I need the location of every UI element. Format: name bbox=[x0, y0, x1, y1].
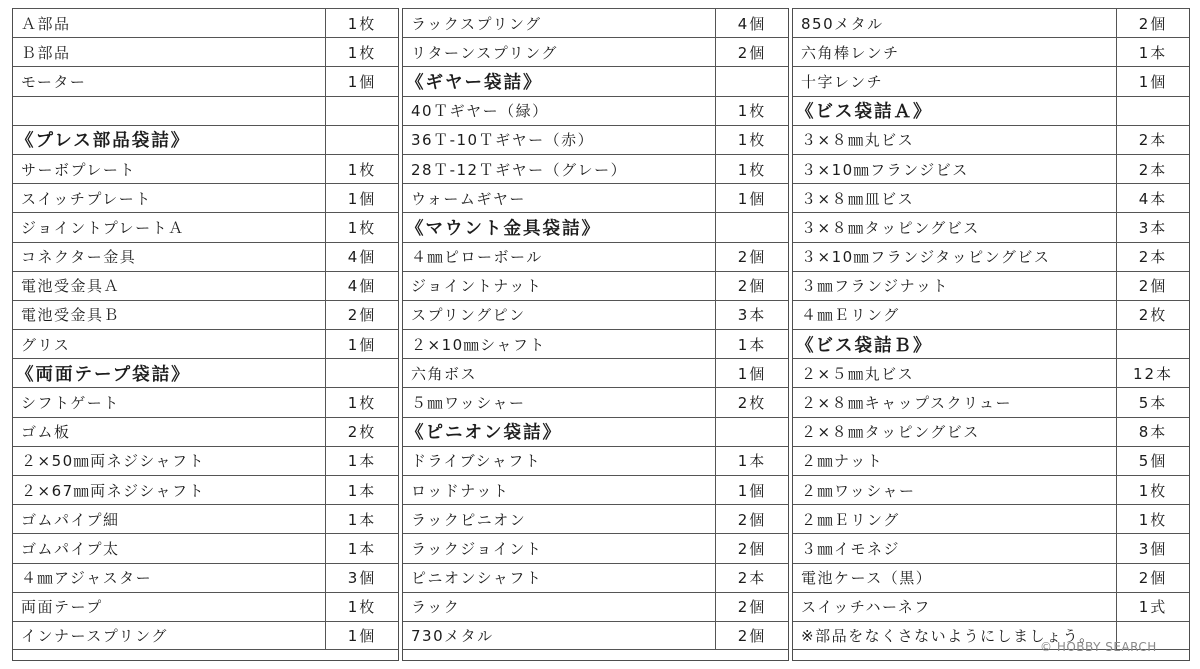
part-quantity: 1本 bbox=[737, 335, 767, 354]
part-quantity: 1個 bbox=[737, 364, 767, 383]
part-row bbox=[13, 212, 398, 241]
part-name: 36Ｔ-10Ｔギヤー（赤） bbox=[403, 126, 716, 154]
part-quantity: 2個 bbox=[1138, 277, 1168, 296]
section-title: 《ギヤー袋詰》 bbox=[403, 67, 716, 95]
section-header-row bbox=[403, 212, 788, 241]
part-name: Ａ部品 bbox=[13, 9, 326, 37]
part-name: ２㎜ナット bbox=[793, 447, 1117, 475]
part-row bbox=[13, 300, 398, 329]
part-quantity: 1本 bbox=[347, 481, 377, 500]
part-row bbox=[13, 387, 398, 416]
part-name: 電池受金具Ａ bbox=[13, 272, 326, 300]
part-row bbox=[403, 154, 788, 183]
part-name: ３×８㎜タッピングビス bbox=[793, 213, 1117, 241]
section-header-row bbox=[13, 125, 398, 154]
part-row bbox=[793, 125, 1189, 154]
part-name: ２×50㎜両ネジシャフト bbox=[13, 447, 326, 475]
part-row bbox=[13, 37, 398, 66]
part-quantity: 2個 bbox=[737, 43, 767, 62]
part-quantity: 2枚 bbox=[737, 394, 767, 413]
part-name: ロッドナット bbox=[403, 476, 716, 504]
part-name: ゴムパイプ太 bbox=[13, 534, 326, 562]
part-name: ドライブシャフト bbox=[403, 447, 716, 475]
parts-list-sheet bbox=[12, 8, 1190, 662]
part-name: ラックピニオン bbox=[403, 505, 716, 533]
part-name: 730メタル bbox=[403, 622, 716, 649]
section-header-row bbox=[13, 358, 398, 387]
part-name: ３×８㎜皿ビス bbox=[793, 184, 1117, 212]
part-name: スプリングピン bbox=[403, 301, 716, 329]
part-name: ラックジョイント bbox=[403, 534, 716, 562]
part-row bbox=[13, 621, 398, 650]
part-row bbox=[793, 37, 1189, 66]
part-name: ３×８㎜丸ビス bbox=[793, 126, 1117, 154]
part-quantity: 3個 bbox=[347, 569, 377, 588]
part-quantity bbox=[326, 359, 398, 387]
part-row bbox=[793, 446, 1189, 475]
part-name: ２×10㎜シャフト bbox=[403, 330, 716, 358]
part-quantity: 1枚 bbox=[347, 394, 377, 413]
part-quantity bbox=[326, 97, 398, 125]
part-quantity: 1枚 bbox=[347, 43, 377, 62]
section-title: 《プレス部品袋詰》 bbox=[13, 126, 326, 154]
part-quantity: 1個 bbox=[347, 335, 377, 354]
part-row bbox=[403, 475, 788, 504]
part-row bbox=[403, 183, 788, 212]
part-row bbox=[793, 8, 1189, 37]
part-quantity: 2本 bbox=[1138, 131, 1168, 150]
part-name: ゴム板 bbox=[13, 418, 326, 446]
part-row bbox=[793, 563, 1189, 592]
part-row bbox=[793, 475, 1189, 504]
part-row bbox=[13, 242, 398, 271]
part-name: ジョイントナット bbox=[403, 272, 716, 300]
section-title: 《ピニオン袋詰》 bbox=[403, 418, 716, 446]
part-quantity: 1枚 bbox=[347, 160, 377, 179]
part-name: ゴムパイプ細 bbox=[13, 505, 326, 533]
part-name: ウォームギヤー bbox=[403, 184, 716, 212]
part-quantity: 1枚 bbox=[737, 131, 767, 150]
part-row bbox=[793, 242, 1189, 271]
part-row bbox=[13, 66, 398, 95]
part-name: インナースプリング bbox=[13, 622, 326, 649]
part-row bbox=[403, 358, 788, 387]
part-quantity bbox=[326, 126, 398, 154]
part-quantity bbox=[1117, 97, 1189, 125]
section-title: 《マウント金具袋詰》 bbox=[403, 213, 716, 241]
part-quantity: 1本 bbox=[347, 510, 377, 529]
part-quantity: 2個 bbox=[347, 306, 377, 325]
part-name: ラックスプリング bbox=[403, 9, 716, 37]
part-row bbox=[793, 300, 1189, 329]
part-name: ２㎜Ｅリング bbox=[793, 505, 1117, 533]
part-quantity: 5本 bbox=[1138, 394, 1168, 413]
part-quantity: 4個 bbox=[347, 277, 377, 296]
part-row bbox=[403, 504, 788, 533]
part-quantity: 3本 bbox=[1138, 218, 1168, 237]
part-quantity: 2個 bbox=[1138, 14, 1168, 33]
part-row bbox=[13, 475, 398, 504]
part-quantity: 1個 bbox=[737, 481, 767, 500]
part-quantity: 3本 bbox=[737, 306, 767, 325]
part-row bbox=[793, 387, 1189, 416]
part-quantity: 1式 bbox=[1138, 598, 1168, 617]
part-quantity: 1個 bbox=[737, 189, 767, 208]
part-quantity: 8本 bbox=[1138, 423, 1168, 442]
section-header-row bbox=[793, 329, 1189, 358]
part-name: Ｂ部品 bbox=[13, 38, 326, 66]
part-quantity: 2本 bbox=[737, 569, 767, 588]
part-quantity: 1枚 bbox=[347, 598, 377, 617]
part-row bbox=[793, 417, 1189, 446]
part-name bbox=[13, 97, 326, 125]
part-name: ４㎜ピローボール bbox=[403, 243, 716, 271]
part-row bbox=[793, 154, 1189, 183]
part-quantity: 3個 bbox=[1138, 539, 1168, 558]
part-quantity bbox=[716, 213, 788, 241]
part-name: シフトゲート bbox=[13, 388, 326, 416]
part-quantity: 1枚 bbox=[347, 218, 377, 237]
part-name: モーター bbox=[13, 67, 326, 95]
section-title: 《ビス袋詰Ｂ》 bbox=[793, 330, 1117, 358]
part-row bbox=[403, 96, 788, 125]
part-name: スイッチプレート bbox=[13, 184, 326, 212]
part-row bbox=[793, 533, 1189, 562]
part-name: ※部品をなくさないようにしましょう。 bbox=[793, 622, 1117, 649]
part-name: 六角棒レンチ bbox=[793, 38, 1117, 66]
part-quantity: 2個 bbox=[737, 627, 767, 646]
part-row bbox=[403, 271, 788, 300]
part-quantity: 1本 bbox=[1138, 43, 1168, 62]
part-name: リターンスプリング bbox=[403, 38, 716, 66]
part-row bbox=[13, 504, 398, 533]
part-name: スイッチハーネフ bbox=[793, 593, 1117, 621]
part-quantity bbox=[716, 67, 788, 95]
part-quantity: 12本 bbox=[1132, 364, 1174, 383]
part-row bbox=[403, 533, 788, 562]
part-row bbox=[13, 563, 398, 592]
part-row bbox=[793, 271, 1189, 300]
part-row bbox=[403, 563, 788, 592]
part-quantity: 1個 bbox=[347, 189, 377, 208]
section-title: 《両面テープ袋詰》 bbox=[13, 359, 326, 387]
part-row bbox=[403, 8, 788, 37]
part-quantity: 1枚 bbox=[347, 14, 377, 33]
part-name: ５㎜ワッシャー bbox=[403, 388, 716, 416]
part-name: ジョイントプレートＡ bbox=[13, 213, 326, 241]
part-row bbox=[13, 271, 398, 300]
part-quantity: 1本 bbox=[347, 539, 377, 558]
part-quantity: 1枚 bbox=[737, 102, 767, 121]
part-quantity: 1枚 bbox=[1138, 510, 1168, 529]
part-quantity: 1枚 bbox=[737, 160, 767, 179]
part-name: ３㎜イモネジ bbox=[793, 534, 1117, 562]
part-name: ２×８㎜タッピングビス bbox=[793, 418, 1117, 446]
part-row bbox=[403, 125, 788, 154]
part-quantity: 2本 bbox=[1138, 160, 1168, 179]
part-quantity: 2個 bbox=[737, 248, 767, 267]
part-name: ３㎜フランジナット bbox=[793, 272, 1117, 300]
part-row bbox=[793, 183, 1189, 212]
section-title: 《ビス袋詰Ａ》 bbox=[793, 97, 1117, 125]
part-name: ４㎜アジャスター bbox=[13, 564, 326, 592]
part-row bbox=[13, 533, 398, 562]
part-name: 28Ｔ-12Ｔギヤー（グレー） bbox=[403, 155, 716, 183]
part-name: ４㎜Ｅリング bbox=[793, 301, 1117, 329]
part-row bbox=[13, 592, 398, 621]
part-name: グリス bbox=[13, 330, 326, 358]
part-name: ２×８㎜キャップスクリュー bbox=[793, 388, 1117, 416]
part-quantity bbox=[1117, 330, 1189, 358]
part-quantity: 5個 bbox=[1138, 452, 1168, 471]
part-row bbox=[13, 183, 398, 212]
part-row bbox=[13, 446, 398, 475]
part-name: 六角ボス bbox=[403, 359, 716, 387]
part-quantity: 2個 bbox=[737, 510, 767, 529]
part-quantity: 1個 bbox=[347, 72, 377, 91]
part-row bbox=[13, 329, 398, 358]
part-row bbox=[793, 592, 1189, 621]
part-quantity: 1個 bbox=[347, 627, 377, 646]
part-name: ピニオンシャフト bbox=[403, 564, 716, 592]
part-name: 両面テープ bbox=[13, 593, 326, 621]
part-row bbox=[403, 329, 788, 358]
parts-column-1 bbox=[12, 8, 399, 661]
part-name: 850メタル bbox=[793, 9, 1117, 37]
part-name: ３×10㎜フランジビス bbox=[793, 155, 1117, 183]
part-row bbox=[403, 387, 788, 416]
part-quantity: 2個 bbox=[737, 277, 767, 296]
part-row bbox=[403, 300, 788, 329]
part-quantity bbox=[716, 418, 788, 446]
part-quantity: 2個 bbox=[737, 598, 767, 617]
part-row bbox=[403, 446, 788, 475]
part-row bbox=[793, 504, 1189, 533]
part-row bbox=[793, 212, 1189, 241]
part-name: 十字レンチ bbox=[793, 67, 1117, 95]
part-quantity: 2枚 bbox=[1138, 306, 1168, 325]
part-quantity: 1個 bbox=[1138, 72, 1168, 91]
part-quantity: 1本 bbox=[737, 452, 767, 471]
part-row bbox=[403, 592, 788, 621]
part-name: 電池ケース（黒） bbox=[793, 564, 1117, 592]
part-name: ２×５㎜丸ビス bbox=[793, 359, 1117, 387]
part-quantity: 2個 bbox=[1138, 569, 1168, 588]
part-quantity: 1本 bbox=[347, 452, 377, 471]
hobby-search-watermark: © HOBBY SEARCH bbox=[1040, 640, 1157, 654]
section-header-row bbox=[403, 417, 788, 446]
part-row bbox=[13, 417, 398, 446]
part-name: 電池受金具Ｂ bbox=[13, 301, 326, 329]
part-quantity: 2本 bbox=[1138, 248, 1168, 267]
part-row bbox=[13, 8, 398, 37]
part-name: サーボプレート bbox=[13, 155, 326, 183]
part-quantity: 4個 bbox=[737, 14, 767, 33]
section-header-row bbox=[793, 96, 1189, 125]
part-name: ラック bbox=[403, 593, 716, 621]
part-row bbox=[13, 96, 398, 125]
part-name: コネクター金具 bbox=[13, 243, 326, 271]
part-row bbox=[793, 358, 1189, 387]
part-row bbox=[403, 37, 788, 66]
section-header-row bbox=[403, 66, 788, 95]
part-row bbox=[403, 621, 788, 650]
part-row bbox=[403, 242, 788, 271]
part-name: ３×10㎜フランジタッピングビス bbox=[793, 243, 1117, 271]
part-quantity: 1枚 bbox=[1138, 481, 1168, 500]
part-quantity: 4本 bbox=[1138, 189, 1168, 208]
part-name: 40Ｔギヤー（緑） bbox=[403, 97, 716, 125]
part-row bbox=[793, 66, 1189, 95]
part-quantity: 2枚 bbox=[347, 423, 377, 442]
parts-column-3 bbox=[792, 8, 1190, 661]
parts-column-2 bbox=[402, 8, 789, 661]
part-name: ２㎜ワッシャー bbox=[793, 476, 1117, 504]
part-row bbox=[13, 154, 398, 183]
part-name: ２×67㎜両ネジシャフト bbox=[13, 476, 326, 504]
part-quantity: 4個 bbox=[347, 248, 377, 267]
part-quantity: 2個 bbox=[737, 539, 767, 558]
